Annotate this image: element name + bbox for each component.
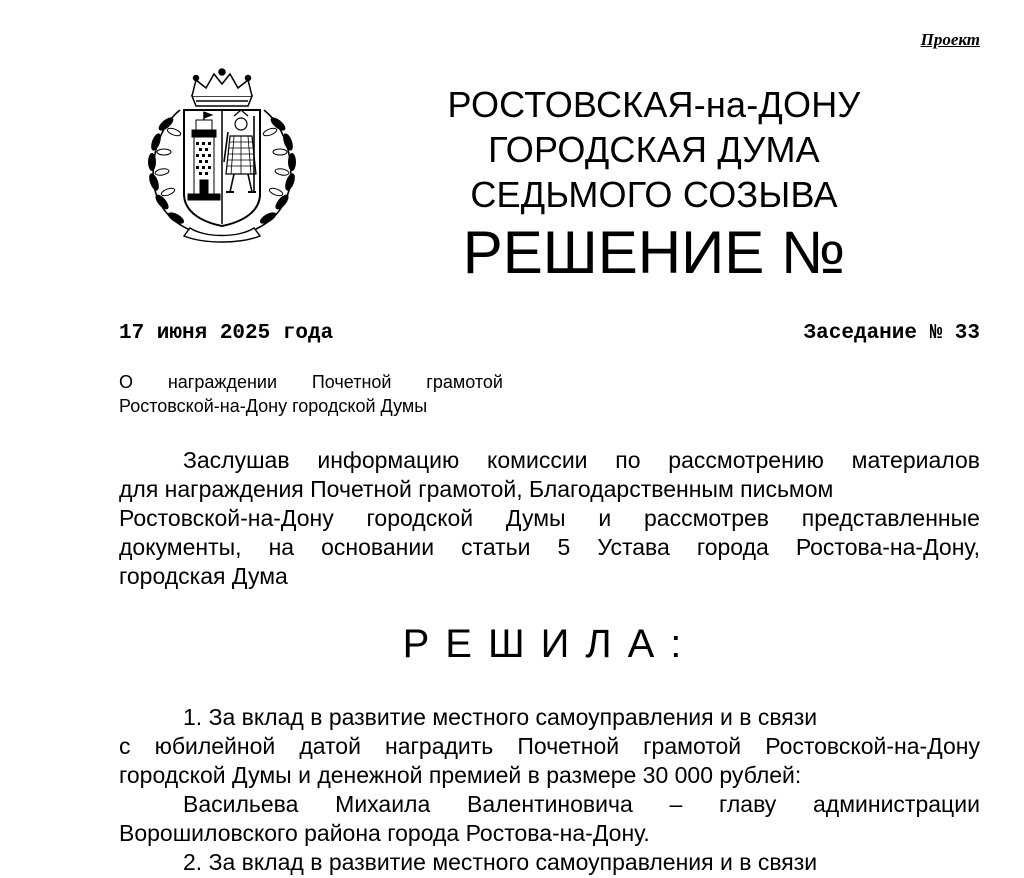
word: О xyxy=(119,372,134,392)
word: города xyxy=(696,534,769,560)
word: Ростова-на-Дону, xyxy=(795,534,980,560)
subject-line-2: Ростовской-на-Дону городской Думы xyxy=(119,396,428,416)
word: Почетной xyxy=(311,372,392,392)
item1-line-1: 1. За вклад в развитие местного самоуправления и в связи xyxy=(183,704,818,730)
word: Васильева xyxy=(183,791,299,817)
word: Почетной xyxy=(517,733,620,759)
item1-line-4 xyxy=(119,790,980,819)
word: Устава xyxy=(597,534,670,560)
word: городской xyxy=(366,505,474,531)
city-name: РОСТОВСКАЯ-на-ДОНУ xyxy=(447,84,861,125)
resolved-heading: РЕШИЛА: xyxy=(402,622,698,666)
word: администрации xyxy=(813,791,980,817)
word: по xyxy=(615,447,641,473)
coat-of-arms-icon xyxy=(130,66,314,244)
word: документы, xyxy=(119,534,242,560)
decision-items xyxy=(119,703,980,877)
word: с xyxy=(119,733,131,759)
preamble-line-4 xyxy=(119,533,980,562)
word: статьи xyxy=(461,534,531,560)
word: Михаила xyxy=(335,791,431,817)
duma-name: ГОРОДСКАЯ ДУМА xyxy=(488,129,820,170)
word: главу xyxy=(718,791,777,817)
document-header xyxy=(410,82,898,287)
word: датой xyxy=(299,733,361,759)
item1-line-3: городской Думы и денежной премией в размере 30 000 рублей: xyxy=(119,762,802,788)
convocation: СЕДЬМОГО СОЗЫВА xyxy=(470,174,838,215)
word: Думы xyxy=(505,505,566,531)
word: – xyxy=(669,791,683,817)
preamble-line-2: для награждения Почетной грамотой, Благодарственным письмом xyxy=(119,476,834,502)
decision-subject xyxy=(119,370,503,418)
decision-date: 17 июня 2025 года xyxy=(119,322,334,345)
draft-label: Проект xyxy=(920,30,980,49)
word: Ростовской-на-Дону xyxy=(765,733,980,759)
decision-title: РЕШЕНИЕ № xyxy=(462,219,846,286)
word: представленные xyxy=(801,505,980,531)
word: рассмотрев xyxy=(643,505,770,531)
word: наградить xyxy=(385,733,494,759)
item2-line-1: 2. За вклад в развитие местного самоуправления и в связи xyxy=(183,849,818,875)
meta-row xyxy=(119,322,980,345)
word: Ростовской-на-Дону xyxy=(119,505,334,531)
word: Валентиновича xyxy=(466,791,633,817)
word: грамотой xyxy=(426,372,503,392)
word: 5 xyxy=(557,534,571,560)
item1-line-5: Ворошиловского района города Ростова-на-Дону. xyxy=(119,820,650,846)
word: комиссии xyxy=(487,447,588,473)
preamble-line-3 xyxy=(119,504,980,533)
preamble-paragraph xyxy=(119,446,980,591)
word: юбилейной xyxy=(154,733,276,759)
word: награждении xyxy=(167,372,278,392)
preamble-line-1 xyxy=(119,446,980,475)
word: информацию xyxy=(317,447,460,473)
word: рассмотрению xyxy=(668,447,824,473)
item1-line-2 xyxy=(119,732,980,761)
word: материалов xyxy=(851,447,980,473)
word: Заслушав xyxy=(183,447,290,473)
word: и xyxy=(598,505,612,531)
word: на xyxy=(268,534,295,560)
word: грамотой xyxy=(643,733,742,759)
word: основании xyxy=(321,534,435,560)
preamble-line-5: городская Дума xyxy=(119,563,288,589)
session-number: Заседание № 33 xyxy=(803,322,980,345)
subject-line-1 xyxy=(119,370,503,394)
